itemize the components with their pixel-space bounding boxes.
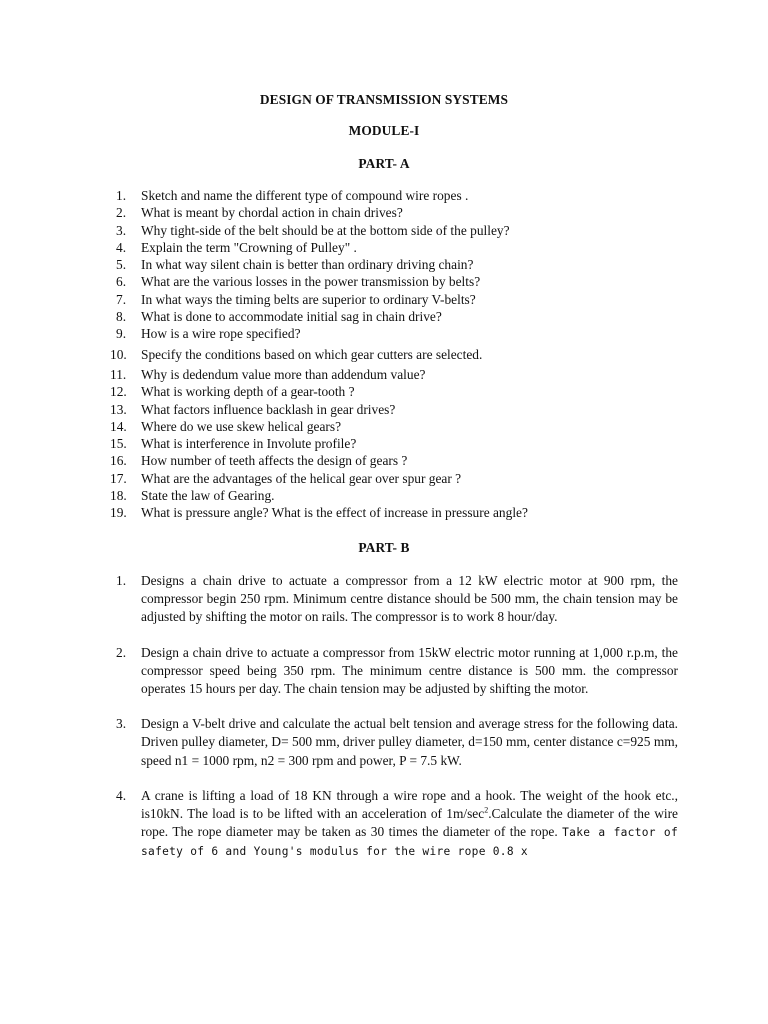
list-item bbox=[110, 470, 686, 487]
list-item bbox=[110, 452, 686, 469]
question-text: What is done to accommodate initial sag in chain drive? bbox=[141, 309, 442, 325]
list-item bbox=[116, 644, 678, 699]
question-number: 3. bbox=[116, 222, 127, 238]
question-number: 4. bbox=[116, 787, 127, 803]
question-number: 7. bbox=[116, 291, 127, 307]
question-text-part: .Calculate the diameter of the wire rope. The rope diameter may be taken as 30 times the diameter of the rope. bbox=[141, 806, 679, 840]
question-text: Explain the term "Crowning of Pulley" . bbox=[141, 239, 357, 255]
question-number: 3. bbox=[116, 716, 127, 732]
list-item bbox=[116, 291, 686, 308]
question-text: Design a chain drive to actuate a compressor from 15kW electric motor running at 1,000 r.p.m, the compressor speed being 350 rpm. The minimum centre distance is 500 mm. the compressor operates 15 hours per day. The chain tension may be adjusted by shifting the motor. bbox=[141, 644, 678, 697]
question-text: How is a wire rope specified? bbox=[141, 326, 301, 342]
list-item bbox=[116, 239, 686, 256]
question-text: Design a V-belt drive and calculate the actual belt tension and average stress for the following data. Driven pulley diameter, D= 500 mm, driver pulley diameter, d=150 mm, center distance c=925 mm, speed n1 = 1000 rpm, n2 = 300 rpm and power, P = 7.5 kW. bbox=[141, 716, 678, 768]
question-number: 11. bbox=[110, 366, 127, 382]
question-text-part: Take a factor of safety of 6 and Young's modulus for the wire rope 0.8 x bbox=[141, 826, 678, 859]
part-b-question-list bbox=[116, 572, 678, 879]
part-a-heading: PART- A bbox=[358, 156, 410, 171]
question-text: Designs a chain drive to actuate a compressor from a 12 kW electric motor at 900 rpm, the compressor begin 250 rpm. Minimum centre distance should be 500 mm, the chain tension may be adjusted by shifting the motor on rails. The compressor is to work 8 hour/day. bbox=[141, 573, 678, 625]
list-item bbox=[116, 204, 686, 221]
question-text: Where do we use skew helical gears? bbox=[141, 418, 342, 434]
list-item bbox=[116, 222, 686, 239]
question-text: In what ways the timing belts are superior to ordinary V-belts? bbox=[141, 291, 476, 307]
question-text: State the law of Gearing. bbox=[141, 488, 275, 504]
question-number: 1. bbox=[116, 188, 127, 203]
question-number: 12. bbox=[110, 384, 127, 400]
question-number: 5. bbox=[116, 257, 127, 273]
question-text: Sketch and name the different type of compound wire ropes . bbox=[141, 188, 469, 203]
list-item bbox=[110, 487, 686, 504]
list-item bbox=[110, 346, 686, 363]
question-number: 2. bbox=[116, 644, 127, 660]
list-item bbox=[116, 273, 686, 290]
question-text: What factors influence backlash in gear drives? bbox=[141, 401, 396, 417]
question-text: Specify the conditions based on which gear cutters are selected. bbox=[141, 346, 483, 362]
question-text: What are the advantages of the helical gear over spur gear ? bbox=[141, 470, 462, 486]
question-number: 15. bbox=[110, 436, 127, 452]
question-number: 14. bbox=[110, 418, 127, 434]
document-title: DESIGN OF TRANSMISSION SYSTEMS bbox=[259, 92, 509, 107]
list-item bbox=[116, 787, 678, 862]
question-number: 18. bbox=[110, 488, 127, 504]
question-number: 4. bbox=[116, 239, 127, 255]
question-number: 9. bbox=[116, 326, 127, 342]
question-text: What is meant by chordal action in chain drives? bbox=[141, 205, 403, 221]
list-item bbox=[116, 325, 686, 342]
question-number: 8. bbox=[116, 309, 127, 325]
list-item bbox=[110, 366, 686, 383]
module-heading: MODULE-I bbox=[348, 123, 420, 138]
question-text: What are the various losses in the power transmission by belts? bbox=[141, 274, 481, 290]
question-number: 10. bbox=[110, 346, 127, 362]
question-text: How number of teeth affects the design of gears ? bbox=[141, 453, 408, 469]
question-text: What is working depth of a gear-tooth ? bbox=[141, 384, 355, 400]
question-text: Why is dedendum value more than addendum value? bbox=[141, 366, 426, 382]
list-item bbox=[116, 572, 678, 627]
question-number: 6. bbox=[116, 274, 127, 290]
question-number: 13. bbox=[110, 401, 127, 417]
list-item bbox=[110, 435, 686, 452]
part-a-question-list bbox=[110, 187, 686, 522]
list-item bbox=[110, 418, 686, 435]
part-b-heading: PART- B bbox=[358, 540, 410, 555]
list-item bbox=[110, 401, 686, 418]
question-text: Why tight-side of the belt should be at the bottom side of the pulley? bbox=[141, 222, 510, 238]
list-item bbox=[116, 256, 686, 273]
list-item bbox=[116, 187, 686, 204]
question-text bbox=[141, 787, 678, 862]
question-number: 19. bbox=[110, 505, 127, 521]
superscript: 2 bbox=[484, 805, 489, 815]
question-number: 17. bbox=[110, 470, 127, 486]
question-text-part: A crane is lifting a load of 18 KN through a wire rope and a hook. The weight of the hook etc., is10kN. The load is to be lifted with an acceleration of 1m/sec bbox=[141, 787, 678, 822]
question-text: What is interference in Involute profile? bbox=[141, 436, 357, 452]
list-item bbox=[116, 715, 678, 770]
question-number: 1. bbox=[116, 573, 127, 588]
list-item bbox=[116, 308, 686, 325]
question-text: What is pressure angle? What is the effect of increase in pressure angle? bbox=[141, 505, 528, 521]
question-text: In what way silent chain is better than ordinary driving chain? bbox=[141, 257, 474, 273]
list-item bbox=[110, 504, 686, 521]
question-number: 2. bbox=[116, 205, 127, 221]
question-number: 16. bbox=[110, 453, 127, 469]
list-item bbox=[110, 383, 686, 400]
